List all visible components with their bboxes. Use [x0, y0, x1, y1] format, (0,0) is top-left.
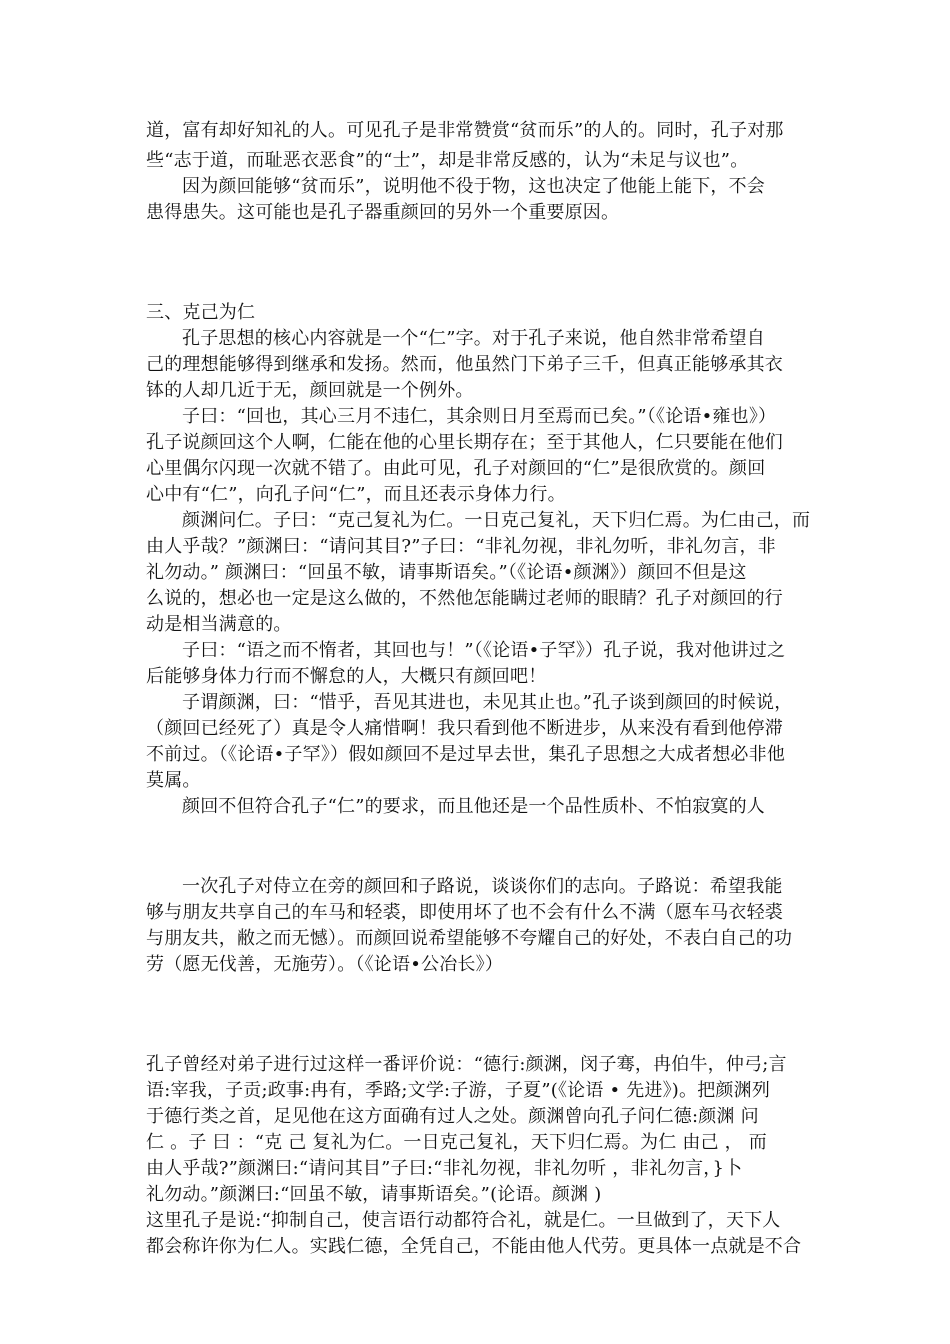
- section-heading: 三、克己为仁: [146, 302, 256, 323]
- text-line: 子谓颜渊，曰：“惜乎，吾见其进也，未见其止也。”孔子谈到颜回的时候说，: [182, 692, 793, 713]
- text-line: 动是相当满意的。: [146, 614, 292, 635]
- text-line: 孔子说颜回这个人啊，仁能在他的心里长期存在；至于其他人，仁只要能在他们: [146, 432, 783, 453]
- text-line: 莫属。: [146, 770, 201, 791]
- text-line: 于德行类之首，足见他在这方面确有过人之处。颜渊曾向孔子问仁德:颜渊 问: [146, 1106, 759, 1127]
- text-line: 因为颜回能够“贫而乐”，说明他不役于物，这也决定了他能上能下，不会: [182, 176, 766, 197]
- text-line: 礼勿动。”颜渊曰:“回虽不敏，请事斯语矣。”(论语。颜渊 ): [146, 1184, 602, 1205]
- text-line: 这里孔子是说:“抑制自己，使言语行动都符合礼，就是仁。一旦做到了，天下人: [146, 1210, 781, 1231]
- text-line: 够与朋友共享自己的车马和轻裘，即使用坏了也不会有什么不满（愿车马衣轻裘: [146, 902, 783, 923]
- text-line: 己的理想能够得到继承和发扬。然而，他虽然门下弟子三千，但真正能够承其衣: [146, 354, 783, 375]
- text-line: 都会称许你为仁人。实践仁德，全凭自己，不能由他人代劳。更具体一点就是不合: [146, 1236, 802, 1257]
- text-line: （颜回已经死了）真是令人痛惜啊！我只看到他不断进步，从来没有看到他停滞: [146, 718, 783, 739]
- text-line: 由人乎哉?”颜渊曰:“请问其目”子曰:“非礼勿视，非礼勿听 ，非礼勿言，}卜: [146, 1158, 743, 1179]
- text-line: 心里偶尔闪现一次就不错了。由此可见，孔子对颜回的“仁”是很欣赏的。颜回: [146, 458, 766, 479]
- text-line: 与朋友共，敝之而无憾）。而颜回说希望能够不夸耀自己的好处，不表白自己的功: [146, 928, 793, 949]
- text-line: 礼勿动。” 颜渊曰：“回虽不敏，请事斯语矣。”（《论语•颜渊》）颜回不但是这: [146, 562, 747, 583]
- text-line: 钵的人却几近于无，颜回就是一个例外。: [146, 380, 474, 401]
- text-line: 后能够身体力行而不懈怠的人，大概只有颜回吧！: [146, 666, 547, 687]
- text-line: 颜回不但符合孔子“仁”的要求，而且他还是一个品性质朴、不怕寂寞的人: [182, 796, 766, 817]
- text-line: 些“志于道，而耻恶衣恶食”的“士”，却是非常反感的，认为“未足与议也”。: [146, 150, 749, 171]
- text-line: 心中有“仁”，向孔子问“仁”，而且还表示身体力行。: [146, 484, 566, 505]
- text-line: 一次孔子对侍立在旁的颜回和子路说，谈谈你们的志向。子路说：希望我能: [182, 876, 783, 897]
- text-line: 颜渊问仁。子曰：“克己复礼为仁。一日克己复礼，天下归仁焉。为仁由己，而: [182, 510, 811, 531]
- text-line: 语:宰我，子贡;政事:冉有，季路;文学:子游，子夏”(《论语 • 先进》)。把颜渊列: [146, 1080, 771, 1101]
- text-line: 子曰：“语之而不惰者，其回也与！”（《论语•子罕》）孔子说，我对他讲过之: [182, 640, 786, 661]
- text-line: 劳（愿无伐善，无施劳）。（《论语•公冶长》）: [146, 954, 504, 975]
- text-line: 子曰：“回也，其心三月不违仁，其余则日月至焉而已矣。”（《论语•雍也》）: [182, 406, 777, 427]
- text-line: 患得患失。这可能也是孔子器重颜回的另外一个重要原因。: [146, 202, 620, 223]
- text-line: 由人乎哉？”颜渊曰：“请问其目?”子曰：“非礼勿视，非礼勿听，非礼勿言，非: [146, 536, 776, 557]
- text-line: 不前过。（《论语•子罕》）假如颜回不是过早去世，集孔子思想之大成者想必非他: [146, 744, 786, 765]
- text-line: 仁 。子 曰 ：“克 己 复礼为仁。一日克己复礼，天下归仁焉。为仁 由己 ， 而: [146, 1132, 767, 1153]
- text-line: 孔子曾经对弟子进行过这样一番评价说：“德行:颜渊，闵子骞，冉伯牛，仲弓;言: [146, 1054, 787, 1075]
- text-line: 么说的，想必也一定是这么做的，不然他怎能瞒过老师的眼睛？孔子对颜回的行: [146, 588, 783, 609]
- text-line: 孔子思想的核心内容就是一个“仁”字。对于孔子来说，他自然非常希望自: [182, 328, 766, 349]
- text-line: 道，富有却好知礼的人。可见孔子是非常赞赏“贫而乐”的人的。同时，孔子对那: [146, 120, 784, 141]
